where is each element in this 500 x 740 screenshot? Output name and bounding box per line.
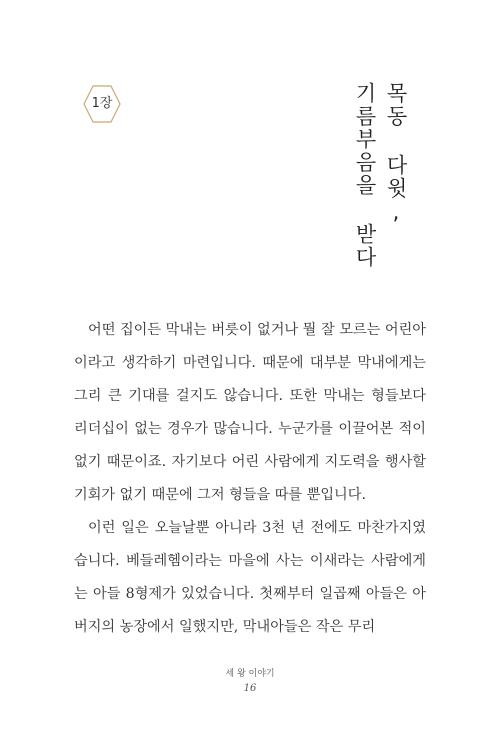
chapter-badge (82, 84, 122, 124)
body-text (74, 314, 426, 644)
paragraph: 이런 일은 오늘날뿐 아니라 3천 년 전에도 마찬가지였습니다. 베들레헴이라는 마을에 사는 이새라는 사람에게는 아들 8형제가 있었습니다. 첫째부터 일곱째 아들은 아버지의 농장에서 일했지만, 막내아들은 작은 무리 (74, 520, 426, 635)
chapter-number: 1장 (91, 96, 113, 111)
running-footer-title: 세 왕 이야기 (225, 669, 275, 679)
paragraph: 어떤 집이든 막내는 버릇이 없거나 뭘 잘 모르는 어린아이라고 생각하기 마련입니다. 때문에 대부분 막내에게는 그리 큰 기대를 걸지도 않습니다. 또한 막내는 형들보다 리더십이 없는 경우가 많습니다. 누군가를 이끌어본 적이 없기 때문이죠. 자기보다 어린 사람에게 지도력을 행사할 기회가 없기 때문에 그저 형들을 따를 뿐입니다. (74, 322, 426, 503)
page-number: 16 (243, 683, 257, 694)
chapter-title-line-2: 기름부음을 받다 (353, 82, 377, 269)
chapter-title-line-1: 목동 다윗, (384, 82, 408, 226)
